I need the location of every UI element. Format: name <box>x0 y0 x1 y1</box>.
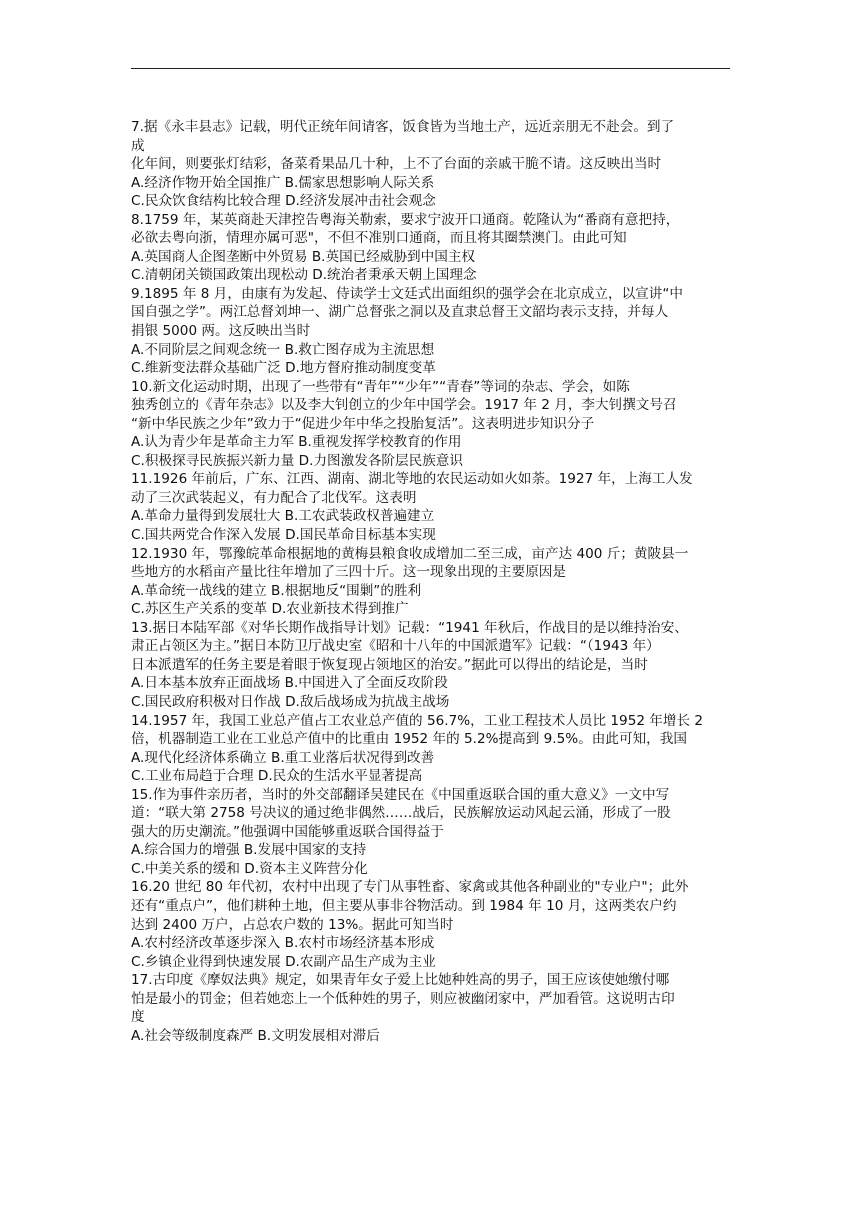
text-line: 12.1930 年，鄂豫皖革命根据地的黄梅县粮食收成增加二至三成，亩产达 400 斤；黄陂县一 <box>131 545 689 562</box>
text-line: 独秀创立的《青年杂志》以及李大钊创立的少年中国学会。1917 年 2 月，李大钊撰文号召 <box>131 397 677 414</box>
text-line: 9.1895 年 8 月，由康有为发起、侍读学士文廷式出面组织的强学会在北京成立，以宣讲“中 <box>131 285 683 302</box>
text-line: 怕是最小的罚金；但若她恋上一个低种姓的男子，则应被幽闭家中，严加看管。这说明古印 <box>131 990 675 1007</box>
text-line: 13.据日本陆军部《对华长期作战指导计划》记载：“1941 年秋后，作战目的是以维持治安、 <box>131 619 688 636</box>
text-line: 必欲去粤向浙，情理亦属可恶"，不但不准别口通商，而且将其圈禁澳门。由此可知 <box>131 230 627 247</box>
text-line: 10.新文化运动时期，出现了一些带有“青年”“少年”“青春”等词的杂志、学会，如陈 <box>131 378 630 395</box>
text-line: 15.作为事件亲历者，当时的外交部翻译吴建民在《中国重返联合国的重大意义》一文中写 <box>131 786 670 803</box>
text-line: A.不同阶层之间观念统一 B.救亡图存成为主流思想 <box>131 341 435 358</box>
text-line: 国自强之学”。两江总督刘坤一、湖广总督张之洞以及直隶总督王文韶均表示支持，并每人 <box>131 304 669 321</box>
header-rule <box>131 68 730 69</box>
text-line: A.社会等级制度森严 B.文明发展相对滞后 <box>131 1027 380 1044</box>
text-line: 动了三次武装起义，有力配合了北伐军。这表明 <box>131 489 417 506</box>
text-line: A.革命统一战线的建立 B.根据地反“围剿”的胜利 <box>131 582 422 599</box>
text-line: C.乡镇企业得到快速发展 D.农副产品生产成为主业 <box>131 953 436 970</box>
text-line: 些地方的水稻亩产量比往年增加了三四十斤。这一现象出现的主要原因是 <box>131 564 566 581</box>
text-line: “新中华民族之少年”致力于“促进少年中华之投胎复活”。这表明进步知识分子 <box>131 415 595 432</box>
text-line: C.工业布局趋于合理 D.民众的生活水平显著提高 <box>131 768 423 785</box>
text-line: 捐银 5000 两。这反映出当时 <box>131 323 311 340</box>
text-line: 度 <box>131 1009 145 1026</box>
text-line: 成 <box>131 137 145 154</box>
question-text-body <box>131 118 731 1045</box>
text-line: A.革命力量得到发展壮大 B.工农武装政权普遍建立 <box>131 508 435 525</box>
text-line: A.现代化经济体系确立 B.重工业落后状况得到改善 <box>131 749 435 766</box>
text-line: A.综合国力的增强 B.发展中国家的支持 <box>131 842 367 859</box>
text-line: C.苏区生产关系的变革 D.农业新技术得到推广 <box>131 601 409 618</box>
text-line: A.经济作物开始全国推广 B.儒家思想影响人际关系 <box>131 174 435 191</box>
text-line: 16.20 世纪 80 年代初，农村中出现了专门从事牲畜、家禽或其他各种副业的"专业户"；此外 <box>131 879 689 896</box>
text-line: C.民众饮食结构比较合理 D.经济发展冲击社会观念 <box>131 193 436 210</box>
text-line: C.国共两党合作深入发展 D.国民革命目标基本实现 <box>131 527 436 544</box>
text-line: 强大的历史潮流。”他强调中国能够重返联合国得益于 <box>131 823 444 840</box>
text-line: 倍，机器制造工业在工业总产值中的比重由 1952 年的 5.2%提高到 9.5%。由此可知，我国 <box>131 731 687 748</box>
text-line: C.中美关系的缓和 D.资本主义阵营分化 <box>131 860 368 877</box>
text-line: A.认为青少年是革命主力军 B.重视发挥学校教育的作用 <box>131 434 462 451</box>
text-line: A.日本基本放弃正面战场 B.中国进入了全面反攻阶段 <box>131 675 448 692</box>
text-line: C.清朝闭关锁国政策出现松动 D.统治者秉承天朝上国理念 <box>131 267 477 284</box>
text-line: 日本派遣军的任务主要是着眼于恢复现占领地区的治安。”据此可以得出的结论是，当时 <box>131 656 648 673</box>
text-line: C.积极探寻民族振兴新力量 D.力图激发各阶层民族意识 <box>131 452 463 469</box>
text-line: C.维新变法群众基础广泛 D.地方督府推动制度变革 <box>131 360 436 377</box>
text-line: C.国民政府积极对日作战 D.敌后战场成为抗战主战场 <box>131 693 450 710</box>
text-line: 道：“联大第 2758 号决议的通过绝非偶然……战后，民族解放运动风起云涌，形成了一股 <box>131 805 671 822</box>
text-line: A.英国商人企图垄断中外贸易 B.英国已经威胁到中国主权 <box>131 248 476 265</box>
text-line: 7.据《永丰县志》记载，明代正统年间请客，饭食皆为当地土产，远近亲朋无不赴会。到了 <box>131 119 675 135</box>
text-line: 还有“重点户”，他们耕种土地，但主要从事非谷物活动。到 1984 年 10 月，这两类农户约 <box>131 897 677 914</box>
text-line: 肃正占领区为主。”据日本防卫厅战史室《昭和十八年的中国派遣军》记载：“（1943 年） <box>131 638 660 655</box>
text-line: 达到 2400 万户，占总农户数的 13%。据此可知当时 <box>131 916 454 933</box>
text-line: 17.古印度《摩奴法典》规定，如果青年女子爱上比她种姓高的男子，国王应该使她缴付哪 <box>131 972 670 989</box>
text-line: 化年间，则要张灯结彩，备菜肴果品几十种，上不了台面的亲戚干脆不请。这反映出当时 <box>131 156 662 173</box>
text-line: 14.1957 年，我国工业总产值占工农业总产值的 56.7%，工业工程技术人员比 1952 年增长 2 <box>131 712 704 729</box>
text-line: 8.1759 年，某英商赴天津控告粤海关勒索，要求宁波开口通商。乾隆认为“番商有意把持， <box>131 211 680 228</box>
text-line: A.农村经济改革逐步深入 B.农村市场经济基本形成 <box>131 935 435 952</box>
text-line: 11.1926 年前后，广东、江西、湖南、湖北等地的农民运动如火如荼。1927 年，上海工人发 <box>131 471 693 488</box>
